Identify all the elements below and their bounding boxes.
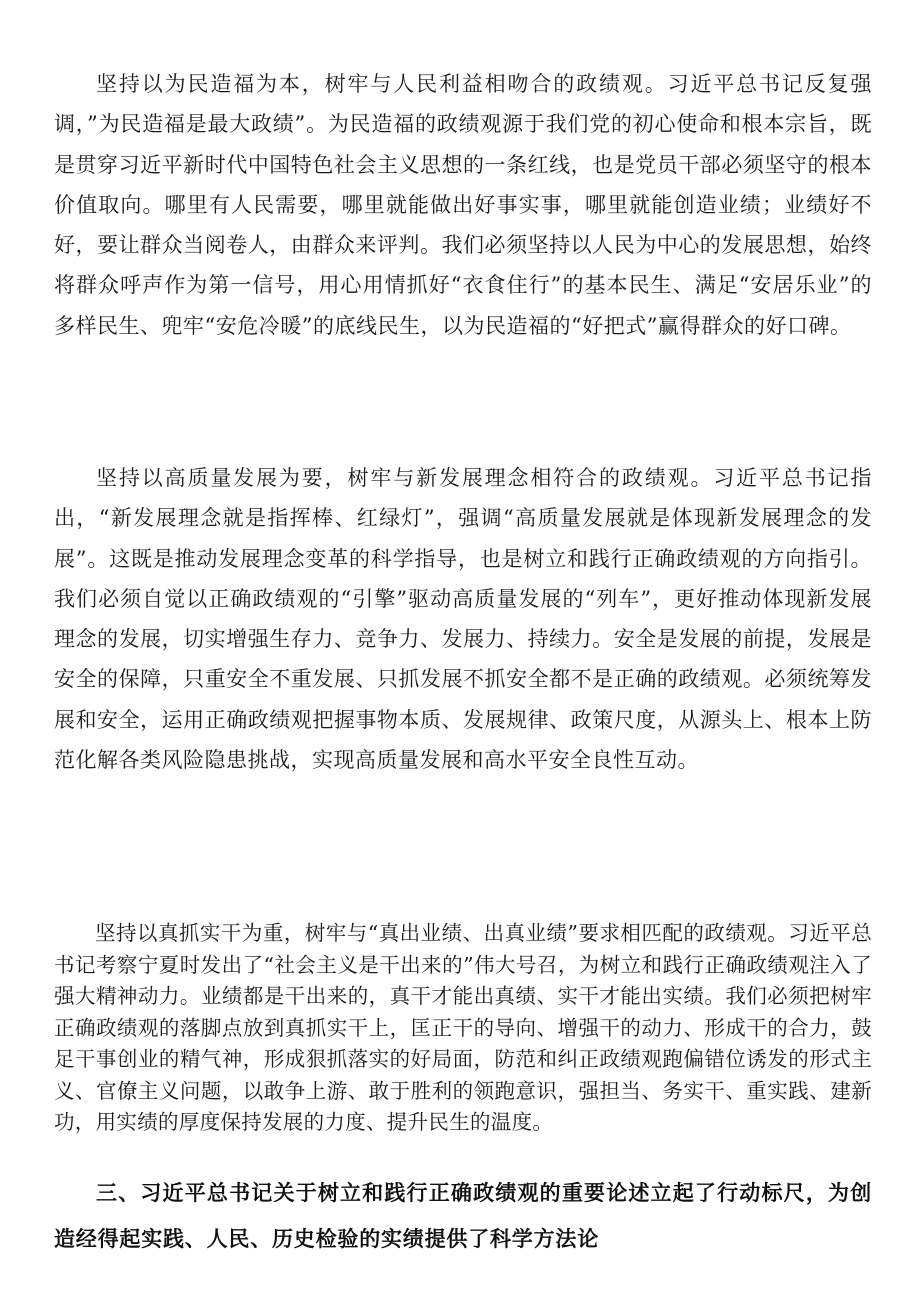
section-heading-three: 三、习近平总书记关于树立和践行正确政绩观的重要论述立起了行动标尺，为创造经得起实践、人民、历史检验的实绩提供了科学方法论 [54, 1181, 872, 1251]
paragraph-high-quality-development: 坚持以高质量发展为要，树牢与新发展理念相符合的政绩观。习近平总书记指出，“新发展理念就是指挥棒、红绿灯”，强调“高质量发展就是体现新发展理念的发展”。这既是推动发展理念变革的科学指导，也是树立和践行正确政绩观的方向指引。我们必须自觉以正确政绩观的“引擎”驱动高质量发展的“列车”，更好推动体现新发展理念的发展，切实增强生存力、竞争力、发展力、持续力。安全是发展的前提，发展是安全的保障，只重安全不重发展、只抓发展不抓安全都不是正确的政绩观。必须统筹发展和安全，运用正确政绩观把握事物本质、发展规律、政策尺度，从源头上、根本上防范化解各类风险隐患挑战，实现高质量发展和高水平安全良性互动。 [54, 466, 872, 773]
paragraph-people-wellbeing: 坚持以为民造福为本，树牢与人民利益相吻合的政绩观。习近平总书记反复强调，”为民造福是最大政绩”。为民造福的政绩观源于我们党的初心使命和根本宗旨，既是贯穿习近平新时代中国特色社会主义思想的一条红线，也是党员干部必须坚守的根本价值取向。哪里有人民需要，哪里就能做出好事实事，哪里就能创造业绩；业绩好不好，要让群众当阅卷人，由群众来评判。我们必须坚持以人民为中心的发展思想，始终将群众呼声作为第一信号，用心用情抓好“衣食住行”的基本民生、满足“安居乐业”的多样民生、兜牢“安危冷暖”的底线民生，以为民造福的“好把式”赢得群众的好口碑。 [54, 72, 872, 338]
paragraph-real-work: 坚持以真抓实干为重，树牢与“真出业绩、出真业绩”要求相匹配的政绩观。习近平总书记考察宁夏时发出了“社会主义是干出来的”伟大号召，为树立和践行正确政绩观注入了强大精神动力。业绩都是干出来的，真干才能出真绩、实干才能出实绩。我们必须把树牢正确政绩观的落脚点放到真抓实干上，匡正干的导向、增强干的动力、形成干的合力，鼓足干事创业的精气神，形成狠抓落实的好局面，防范和纠正政绩观跑偏错位诱发的形式主义、官僚主义问题，以敢争上游、敢于胜利的领跑意识，强担当、务实干、重实践、建新功，用实绩的厚度保持发展的力度、提升民生的温度。 [54, 921, 872, 1134]
